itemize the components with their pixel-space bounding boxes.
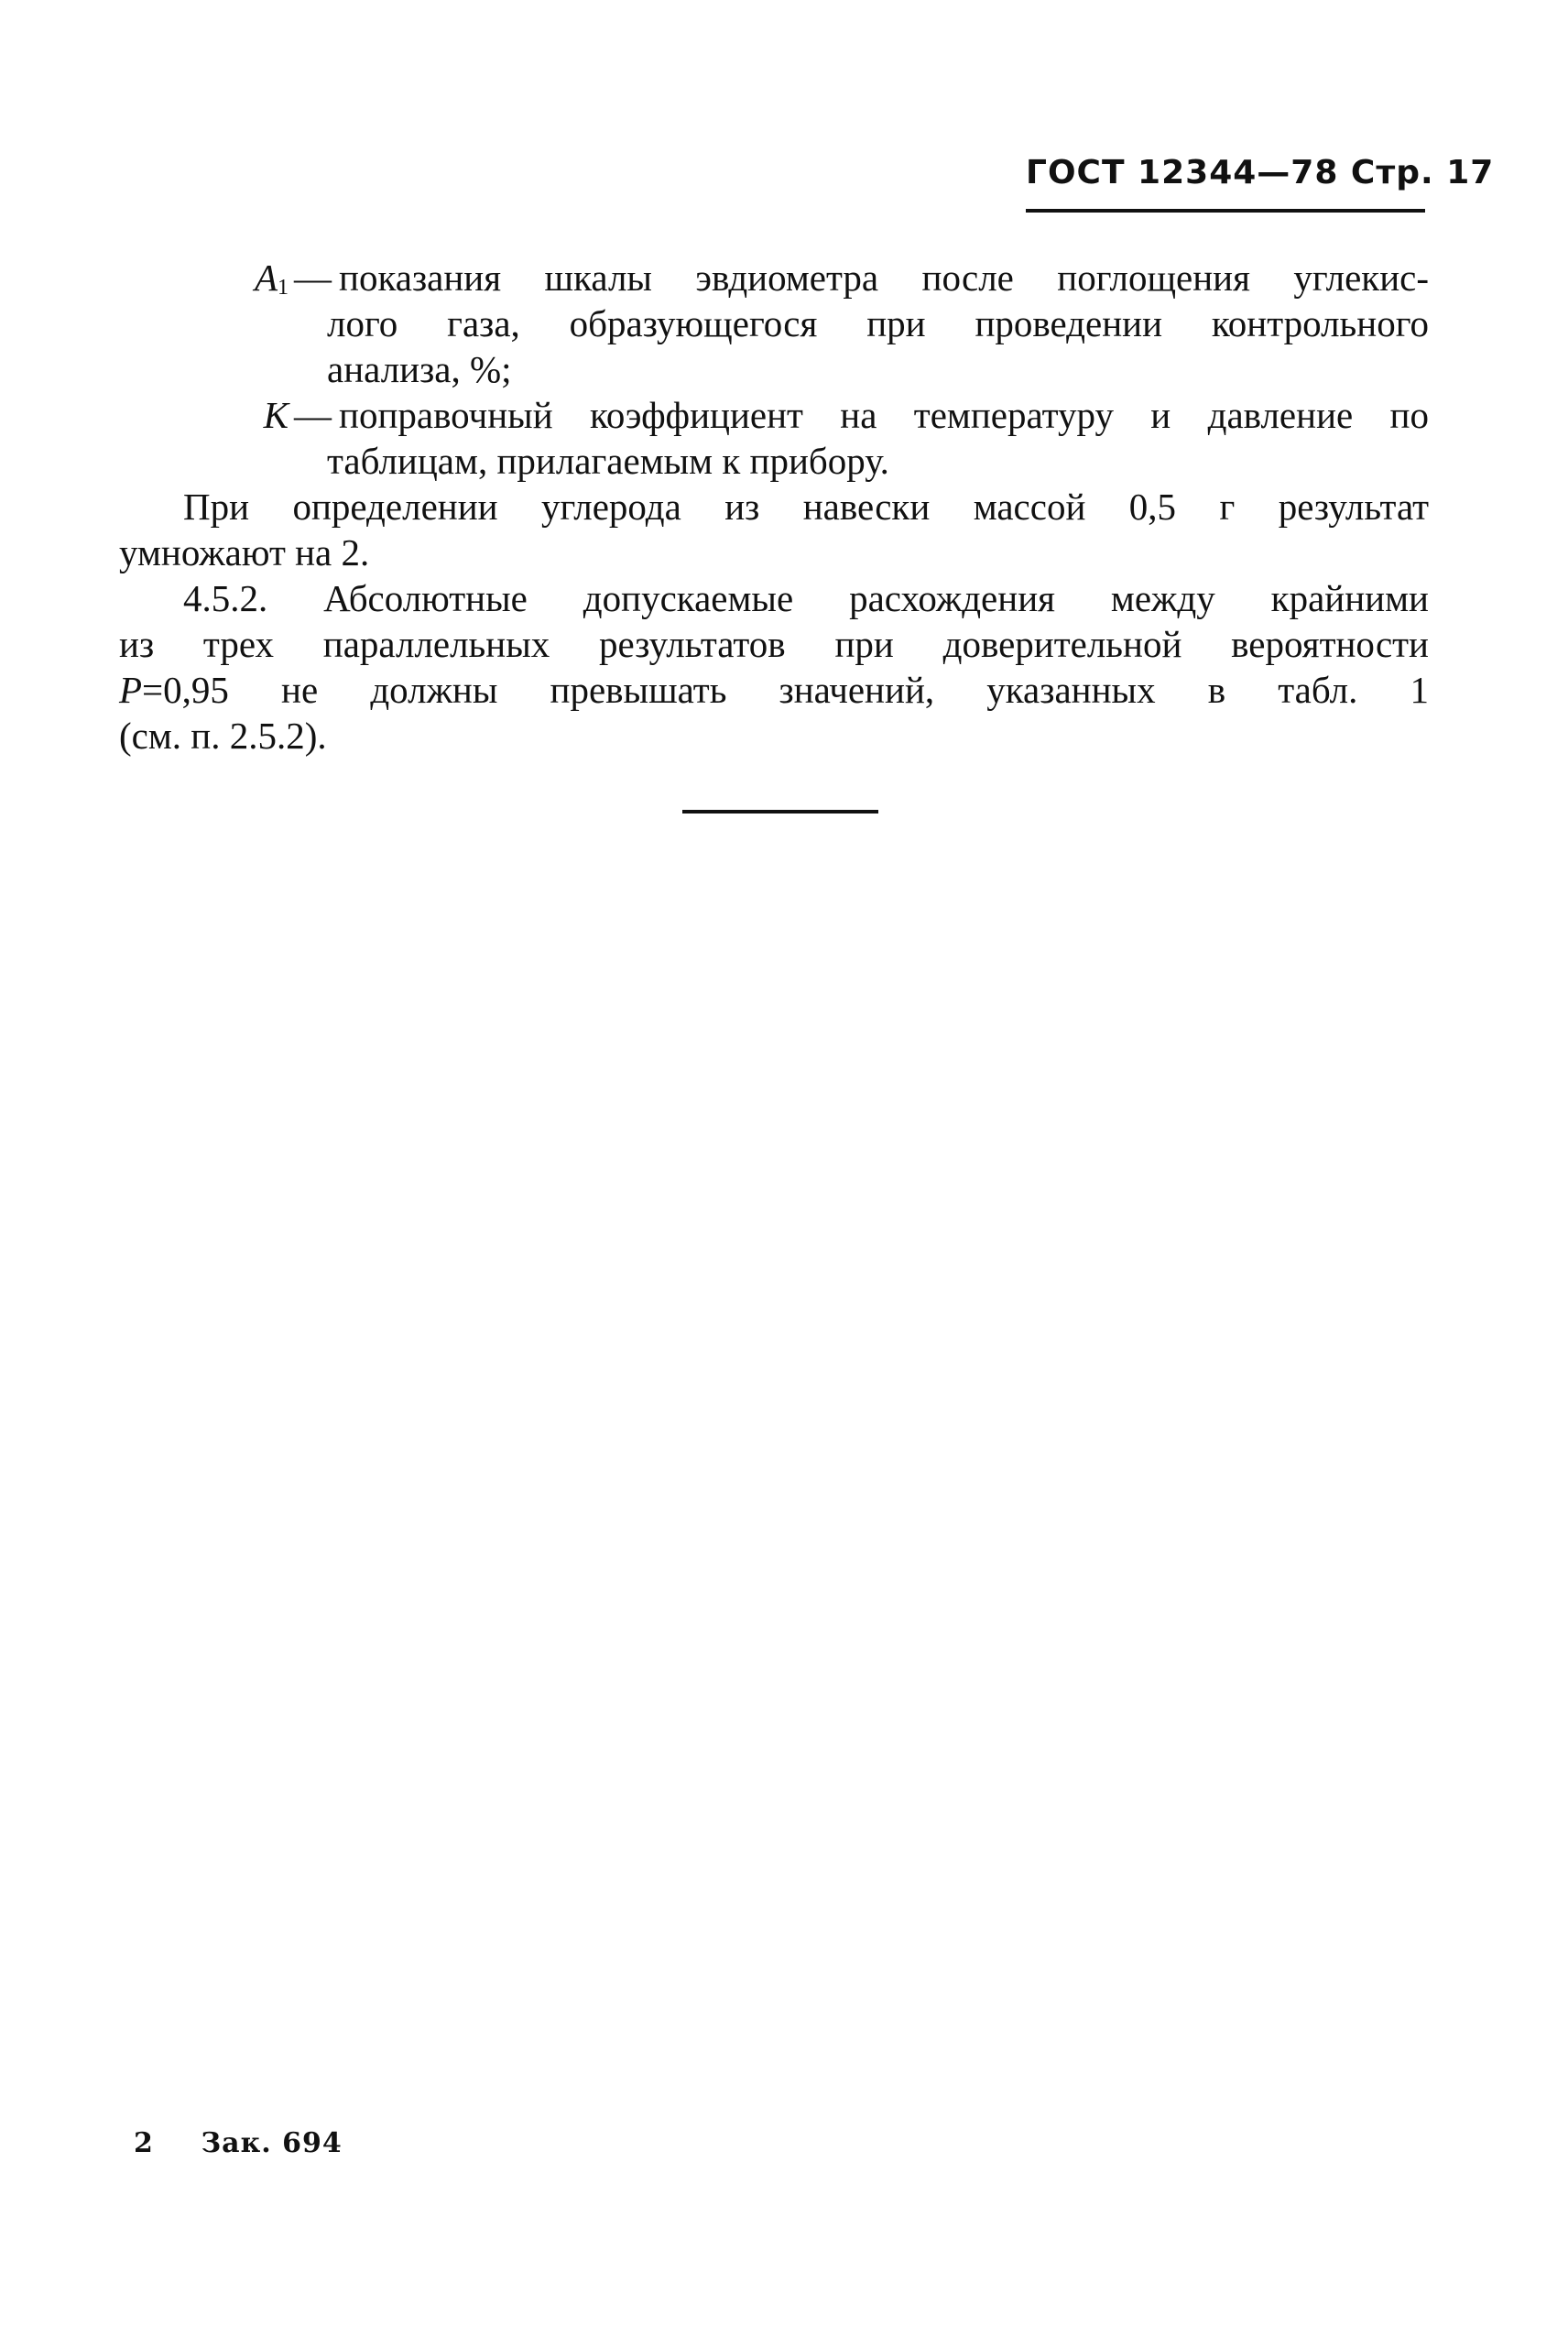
definition-k-line-2	[119, 438, 1429, 484]
definition-dash: —	[294, 394, 332, 436]
term-symbol: A	[254, 257, 278, 299]
definition-term-k	[119, 392, 289, 438]
paragraph-text: =0,95 не должны превышать значений, указанных в табл. 1	[142, 669, 1429, 711]
definition-k-line-1	[119, 392, 1429, 438]
paragraph-line	[119, 621, 1429, 667]
page-footer	[134, 2127, 343, 2159]
definition-text: лого газа, образующегося при проведении контрольного	[327, 302, 1429, 344]
paragraph-mass	[119, 484, 1429, 575]
term-subscript: 1	[278, 276, 289, 300]
header-rule	[1026, 209, 1425, 213]
term-symbol: K	[263, 394, 289, 436]
document-standard-and-page: ГОСТ 12344—78 Стр. 17	[1026, 154, 1495, 191]
definition-text: анализа, %;	[327, 348, 512, 390]
definition-a1-line-3	[119, 346, 1429, 392]
order-number: Зак. 694	[201, 2127, 343, 2159]
paragraph-4-5-2	[119, 575, 1429, 759]
paragraph-text: из трех параллельных результатов при доверительной вероятности	[119, 623, 1429, 665]
paragraph-line	[119, 667, 1429, 713]
definition-text: таблицам, прилагаемым к прибору.	[327, 440, 889, 482]
paragraph-line	[119, 575, 1429, 621]
paragraph-line	[119, 484, 1429, 530]
definition-term-a1	[119, 255, 289, 311]
definition-text: поправочный коэффициент на температуру и давление по	[339, 394, 1429, 436]
definition-a1-line-2	[119, 300, 1429, 346]
definition-a1	[119, 255, 1429, 392]
paragraph-text: умножают на 2.	[119, 531, 370, 573]
section-end-rule	[682, 810, 878, 814]
definition-a1-line-1	[119, 255, 1429, 300]
paragraph-line	[119, 530, 1429, 575]
page-header	[1026, 154, 1495, 191]
document-body	[119, 255, 1429, 759]
paragraph-text: (см. п. 2.5.2).	[119, 715, 327, 757]
signature-number: 2	[134, 2127, 153, 2159]
paragraph-line	[119, 713, 1429, 759]
definition-dash: —	[294, 257, 332, 299]
paragraph-text: При определении углерода из навески массой 0,5 г результат	[183, 486, 1429, 528]
probability-symbol: P	[119, 669, 143, 711]
definition-text: показания шкалы эвдиометра после поглощения углекис-	[339, 257, 1429, 299]
paragraph-text: 4.5.2. Абсолютные допускаемые расхождения между крайними	[183, 577, 1429, 619]
definition-k	[119, 392, 1429, 484]
